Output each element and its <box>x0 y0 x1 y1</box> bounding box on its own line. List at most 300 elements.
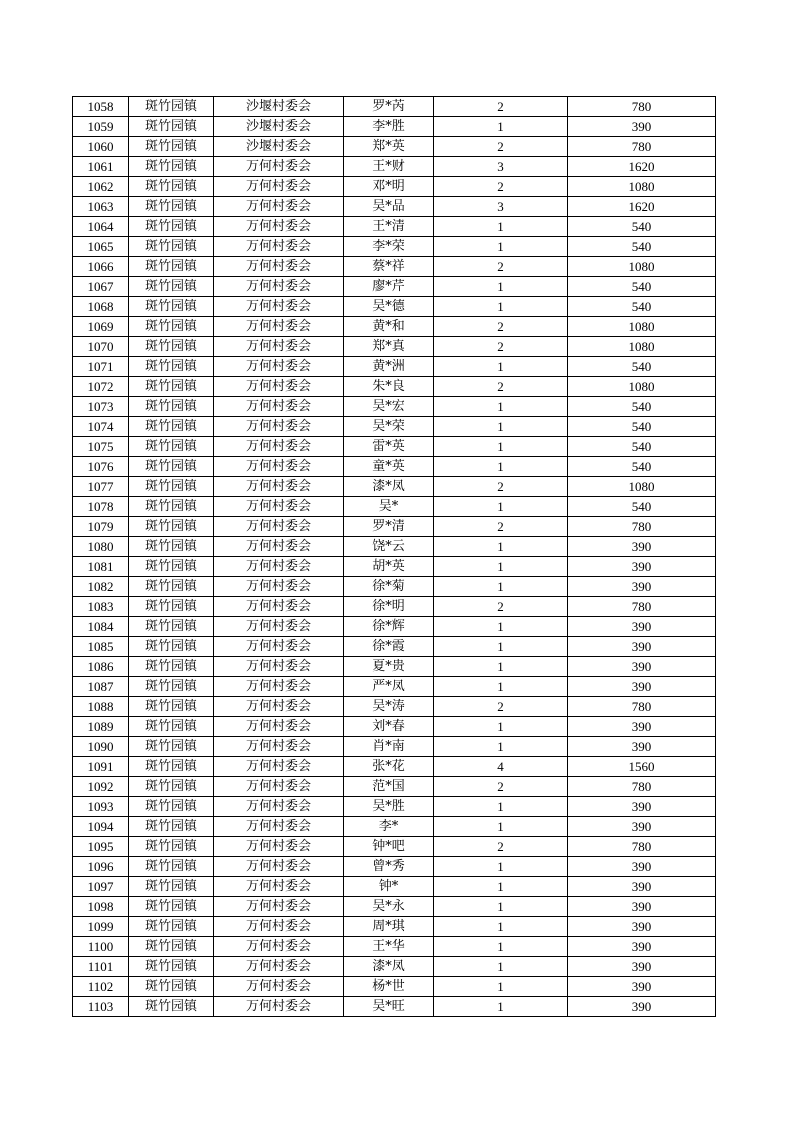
table-row <box>73 417 716 437</box>
count-cell: 1 <box>434 457 568 477</box>
amount-cell: 390 <box>568 977 716 997</box>
amount-cell: 390 <box>568 797 716 817</box>
village-committee-cell: 万何村委会 <box>214 637 344 657</box>
amount-cell: 540 <box>568 457 716 477</box>
table-row <box>73 557 716 577</box>
count-cell: 1 <box>434 557 568 577</box>
count-cell: 2 <box>434 137 568 157</box>
town-cell: 斑竹园镇 <box>129 377 214 397</box>
table-row <box>73 957 716 977</box>
name-cell: 吴*德 <box>344 297 434 317</box>
town-cell: 斑竹园镇 <box>129 177 214 197</box>
amount-cell: 780 <box>568 597 716 617</box>
name-cell: 蔡*祥 <box>344 257 434 277</box>
row-number-cell: 1101 <box>73 957 129 977</box>
name-cell: 李*荣 <box>344 237 434 257</box>
row-number-cell: 1092 <box>73 777 129 797</box>
table-row <box>73 577 716 597</box>
row-number-cell: 1062 <box>73 177 129 197</box>
amount-cell: 1080 <box>568 337 716 357</box>
name-cell: 吴*旺 <box>344 997 434 1017</box>
row-number-cell: 1059 <box>73 117 129 137</box>
amount-cell: 540 <box>568 237 716 257</box>
row-number-cell: 1086 <box>73 657 129 677</box>
name-cell: 漆*凤 <box>344 477 434 497</box>
village-committee-cell: 万何村委会 <box>214 517 344 537</box>
amount-cell: 540 <box>568 497 716 517</box>
town-cell: 斑竹园镇 <box>129 877 214 897</box>
count-cell: 1 <box>434 417 568 437</box>
amount-cell: 390 <box>568 117 716 137</box>
row-number-cell: 1076 <box>73 457 129 477</box>
row-number-cell: 1090 <box>73 737 129 757</box>
table-row <box>73 597 716 617</box>
town-cell: 斑竹园镇 <box>129 457 214 477</box>
count-cell: 2 <box>434 837 568 857</box>
count-cell: 1 <box>434 297 568 317</box>
count-cell: 1 <box>434 497 568 517</box>
amount-cell: 390 <box>568 677 716 697</box>
town-cell: 斑竹园镇 <box>129 737 214 757</box>
name-cell: 饶*云 <box>344 537 434 557</box>
table-row <box>73 97 716 117</box>
table-row <box>73 397 716 417</box>
amount-cell: 1560 <box>568 757 716 777</box>
table-row <box>73 357 716 377</box>
amount-cell: 540 <box>568 397 716 417</box>
data-table <box>72 96 716 1017</box>
amount-cell: 780 <box>568 777 716 797</box>
town-cell: 斑竹园镇 <box>129 537 214 557</box>
village-committee-cell: 万何村委会 <box>214 217 344 237</box>
row-number-cell: 1067 <box>73 277 129 297</box>
name-cell: 钟* <box>344 877 434 897</box>
amount-cell: 390 <box>568 857 716 877</box>
count-cell: 1 <box>434 577 568 597</box>
amount-cell: 390 <box>568 637 716 657</box>
row-number-cell: 1102 <box>73 977 129 997</box>
table-row <box>73 737 716 757</box>
count-cell: 2 <box>434 177 568 197</box>
table-row <box>73 917 716 937</box>
name-cell: 廖*芹 <box>344 277 434 297</box>
amount-cell: 390 <box>568 917 716 937</box>
town-cell: 斑竹园镇 <box>129 337 214 357</box>
count-cell: 1 <box>434 657 568 677</box>
name-cell: 吴*荣 <box>344 417 434 437</box>
town-cell: 斑竹园镇 <box>129 977 214 997</box>
name-cell: 范*国 <box>344 777 434 797</box>
row-number-cell: 1070 <box>73 337 129 357</box>
village-committee-cell: 万何村委会 <box>214 657 344 677</box>
town-cell: 斑竹园镇 <box>129 257 214 277</box>
town-cell: 斑竹园镇 <box>129 857 214 877</box>
town-cell: 斑竹园镇 <box>129 317 214 337</box>
amount-cell: 390 <box>568 577 716 597</box>
town-cell: 斑竹园镇 <box>129 797 214 817</box>
village-committee-cell: 万何村委会 <box>214 817 344 837</box>
amount-cell: 390 <box>568 877 716 897</box>
row-number-cell: 1077 <box>73 477 129 497</box>
row-number-cell: 1089 <box>73 717 129 737</box>
name-cell: 王*清 <box>344 217 434 237</box>
town-cell: 斑竹园镇 <box>129 997 214 1017</box>
amount-cell: 390 <box>568 817 716 837</box>
amount-cell: 540 <box>568 357 716 377</box>
count-cell: 2 <box>434 697 568 717</box>
name-cell: 邓*明 <box>344 177 434 197</box>
town-cell: 斑竹园镇 <box>129 197 214 217</box>
village-committee-cell: 万何村委会 <box>214 997 344 1017</box>
village-committee-cell: 沙堰村委会 <box>214 117 344 137</box>
row-number-cell: 1087 <box>73 677 129 697</box>
count-cell: 1 <box>434 217 568 237</box>
village-committee-cell: 万何村委会 <box>214 197 344 217</box>
town-cell: 斑竹园镇 <box>129 217 214 237</box>
count-cell: 1 <box>434 737 568 757</box>
count-cell: 2 <box>434 337 568 357</box>
town-cell: 斑竹园镇 <box>129 677 214 697</box>
table-row <box>73 117 716 137</box>
count-cell: 1 <box>434 117 568 137</box>
town-cell: 斑竹园镇 <box>129 97 214 117</box>
row-number-cell: 1084 <box>73 617 129 637</box>
amount-cell: 1080 <box>568 477 716 497</box>
table-row <box>73 377 716 397</box>
table-row <box>73 857 716 877</box>
count-cell: 1 <box>434 877 568 897</box>
name-cell: 郑*真 <box>344 337 434 357</box>
amount-cell: 780 <box>568 697 716 717</box>
amount-cell: 390 <box>568 937 716 957</box>
village-committee-cell: 万何村委会 <box>214 937 344 957</box>
count-cell: 1 <box>434 537 568 557</box>
name-cell: 郑*英 <box>344 137 434 157</box>
amount-cell: 1080 <box>568 177 716 197</box>
town-cell: 斑竹园镇 <box>129 617 214 637</box>
village-committee-cell: 万何村委会 <box>214 297 344 317</box>
name-cell: 朱*良 <box>344 377 434 397</box>
table-row <box>73 177 716 197</box>
count-cell: 1 <box>434 897 568 917</box>
village-committee-cell: 万何村委会 <box>214 537 344 557</box>
row-number-cell: 1061 <box>73 157 129 177</box>
name-cell: 王*华 <box>344 937 434 957</box>
village-committee-cell: 万何村委会 <box>214 557 344 577</box>
row-number-cell: 1063 <box>73 197 129 217</box>
name-cell: 徐*辉 <box>344 617 434 637</box>
count-cell: 1 <box>434 717 568 737</box>
name-cell: 吴*永 <box>344 897 434 917</box>
count-cell: 1 <box>434 937 568 957</box>
name-cell: 杨*世 <box>344 977 434 997</box>
village-committee-cell: 万何村委会 <box>214 897 344 917</box>
town-cell: 斑竹园镇 <box>129 837 214 857</box>
count-cell: 1 <box>434 957 568 977</box>
amount-cell: 1620 <box>568 197 716 217</box>
count-cell: 1 <box>434 397 568 417</box>
amount-cell: 540 <box>568 417 716 437</box>
row-number-cell: 1079 <box>73 517 129 537</box>
count-cell: 2 <box>434 97 568 117</box>
table-row <box>73 317 716 337</box>
name-cell: 刘*春 <box>344 717 434 737</box>
town-cell: 斑竹园镇 <box>129 137 214 157</box>
name-cell: 徐*菊 <box>344 577 434 597</box>
row-number-cell: 1066 <box>73 257 129 277</box>
village-committee-cell: 万何村委会 <box>214 317 344 337</box>
row-number-cell: 1082 <box>73 577 129 597</box>
name-cell: 徐*霞 <box>344 637 434 657</box>
town-cell: 斑竹园镇 <box>129 777 214 797</box>
village-committee-cell: 万何村委会 <box>214 617 344 637</box>
table-row <box>73 157 716 177</box>
table-row <box>73 657 716 677</box>
amount-cell: 780 <box>568 837 716 857</box>
row-number-cell: 1098 <box>73 897 129 917</box>
name-cell: 严*凤 <box>344 677 434 697</box>
count-cell: 2 <box>434 477 568 497</box>
town-cell: 斑竹园镇 <box>129 657 214 677</box>
row-number-cell: 1073 <box>73 397 129 417</box>
table-row <box>73 817 716 837</box>
amount-cell: 390 <box>568 557 716 577</box>
village-committee-cell: 万何村委会 <box>214 357 344 377</box>
town-cell: 斑竹园镇 <box>129 717 214 737</box>
village-committee-cell: 万何村委会 <box>214 177 344 197</box>
count-cell: 3 <box>434 157 568 177</box>
town-cell: 斑竹园镇 <box>129 277 214 297</box>
name-cell: 钟*吧 <box>344 837 434 857</box>
table-row <box>73 717 716 737</box>
village-committee-cell: 万何村委会 <box>214 917 344 937</box>
amount-cell: 390 <box>568 997 716 1017</box>
town-cell: 斑竹园镇 <box>129 237 214 257</box>
count-cell: 1 <box>434 997 568 1017</box>
count-cell: 2 <box>434 777 568 797</box>
village-committee-cell: 万何村委会 <box>214 597 344 617</box>
village-committee-cell: 万何村委会 <box>214 777 344 797</box>
town-cell: 斑竹园镇 <box>129 557 214 577</box>
row-number-cell: 1100 <box>73 937 129 957</box>
table-row <box>73 277 716 297</box>
amount-cell: 540 <box>568 437 716 457</box>
amount-cell: 540 <box>568 297 716 317</box>
name-cell: 曾*秀 <box>344 857 434 877</box>
town-cell: 斑竹园镇 <box>129 417 214 437</box>
row-number-cell: 1091 <box>73 757 129 777</box>
row-number-cell: 1078 <box>73 497 129 517</box>
table-row <box>73 537 716 557</box>
amount-cell: 390 <box>568 897 716 917</box>
name-cell: 吴*品 <box>344 197 434 217</box>
row-number-cell: 1075 <box>73 437 129 457</box>
amount-cell: 540 <box>568 277 716 297</box>
row-number-cell: 1085 <box>73 637 129 657</box>
village-committee-cell: 万何村委会 <box>214 457 344 477</box>
row-number-cell: 1083 <box>73 597 129 617</box>
count-cell: 2 <box>434 317 568 337</box>
town-cell: 斑竹园镇 <box>129 157 214 177</box>
name-cell: 张*花 <box>344 757 434 777</box>
row-number-cell: 1094 <box>73 817 129 837</box>
name-cell: 夏*贵 <box>344 657 434 677</box>
name-cell: 胡*英 <box>344 557 434 577</box>
table-row <box>73 337 716 357</box>
amount-cell: 390 <box>568 717 716 737</box>
amount-cell: 780 <box>568 517 716 537</box>
village-committee-cell: 万何村委会 <box>214 417 344 437</box>
table-row <box>73 217 716 237</box>
table-row <box>73 237 716 257</box>
amount-cell: 780 <box>568 137 716 157</box>
name-cell: 罗*芮 <box>344 97 434 117</box>
town-cell: 斑竹园镇 <box>129 917 214 937</box>
table-row <box>73 617 716 637</box>
table-row <box>73 137 716 157</box>
amount-cell: 390 <box>568 537 716 557</box>
count-cell: 3 <box>434 197 568 217</box>
town-cell: 斑竹园镇 <box>129 957 214 977</box>
village-committee-cell: 万何村委会 <box>214 737 344 757</box>
row-number-cell: 1071 <box>73 357 129 377</box>
count-cell: 2 <box>434 597 568 617</box>
row-number-cell: 1096 <box>73 857 129 877</box>
amount-cell: 1080 <box>568 377 716 397</box>
town-cell: 斑竹园镇 <box>129 397 214 417</box>
village-committee-cell: 万何村委会 <box>214 957 344 977</box>
name-cell: 王*财 <box>344 157 434 177</box>
village-committee-cell: 万何村委会 <box>214 157 344 177</box>
town-cell: 斑竹园镇 <box>129 697 214 717</box>
table-row <box>73 877 716 897</box>
village-committee-cell: 万何村委会 <box>214 837 344 857</box>
town-cell: 斑竹园镇 <box>129 297 214 317</box>
village-committee-cell: 万何村委会 <box>214 877 344 897</box>
name-cell: 周*琪 <box>344 917 434 937</box>
row-number-cell: 1097 <box>73 877 129 897</box>
town-cell: 斑竹园镇 <box>129 437 214 457</box>
town-cell: 斑竹园镇 <box>129 817 214 837</box>
table-row <box>73 637 716 657</box>
table-row <box>73 697 716 717</box>
row-number-cell: 1095 <box>73 837 129 857</box>
row-number-cell: 1060 <box>73 137 129 157</box>
row-number-cell: 1072 <box>73 377 129 397</box>
village-committee-cell: 万何村委会 <box>214 257 344 277</box>
village-committee-cell: 万何村委会 <box>214 277 344 297</box>
amount-cell: 1080 <box>568 257 716 277</box>
village-committee-cell: 沙堰村委会 <box>214 97 344 117</box>
table-row <box>73 297 716 317</box>
amount-cell: 1620 <box>568 157 716 177</box>
village-committee-cell: 万何村委会 <box>214 377 344 397</box>
village-committee-cell: 万何村委会 <box>214 577 344 597</box>
row-number-cell: 1080 <box>73 537 129 557</box>
count-cell: 2 <box>434 257 568 277</box>
amount-cell: 390 <box>568 657 716 677</box>
table-row <box>73 977 716 997</box>
table-row <box>73 497 716 517</box>
count-cell: 1 <box>434 817 568 837</box>
village-committee-cell: 沙堰村委会 <box>214 137 344 157</box>
amount-cell: 780 <box>568 97 716 117</box>
table-row <box>73 677 716 697</box>
count-cell: 2 <box>434 517 568 537</box>
amount-cell: 1080 <box>568 317 716 337</box>
name-cell: 肖*南 <box>344 737 434 757</box>
village-committee-cell: 万何村委会 <box>214 717 344 737</box>
count-cell: 1 <box>434 797 568 817</box>
village-committee-cell: 万何村委会 <box>214 477 344 497</box>
village-committee-cell: 万何村委会 <box>214 237 344 257</box>
row-number-cell: 1081 <box>73 557 129 577</box>
table-body <box>73 97 716 1017</box>
row-number-cell: 1065 <box>73 237 129 257</box>
table-row <box>73 517 716 537</box>
row-number-cell: 1064 <box>73 217 129 237</box>
row-number-cell: 1103 <box>73 997 129 1017</box>
count-cell: 1 <box>434 917 568 937</box>
row-number-cell: 1069 <box>73 317 129 337</box>
count-cell: 1 <box>434 617 568 637</box>
name-cell: 吴* <box>344 497 434 517</box>
table-row <box>73 257 716 277</box>
count-cell: 1 <box>434 237 568 257</box>
row-number-cell: 1099 <box>73 917 129 937</box>
village-committee-cell: 万何村委会 <box>214 977 344 997</box>
name-cell: 吴*涛 <box>344 697 434 717</box>
town-cell: 斑竹园镇 <box>129 497 214 517</box>
table-row <box>73 457 716 477</box>
count-cell: 1 <box>434 637 568 657</box>
row-number-cell: 1088 <box>73 697 129 717</box>
name-cell: 黄*洲 <box>344 357 434 377</box>
name-cell: 李* <box>344 817 434 837</box>
town-cell: 斑竹园镇 <box>129 757 214 777</box>
name-cell: 吴*胜 <box>344 797 434 817</box>
count-cell: 1 <box>434 977 568 997</box>
name-cell: 罗*清 <box>344 517 434 537</box>
count-cell: 1 <box>434 857 568 877</box>
table-row <box>73 897 716 917</box>
name-cell: 童*英 <box>344 457 434 477</box>
name-cell: 黄*和 <box>344 317 434 337</box>
count-cell: 4 <box>434 757 568 777</box>
village-committee-cell: 万何村委会 <box>214 497 344 517</box>
row-number-cell: 1068 <box>73 297 129 317</box>
row-number-cell: 1074 <box>73 417 129 437</box>
name-cell: 雷*英 <box>344 437 434 457</box>
table-row <box>73 937 716 957</box>
village-committee-cell: 万何村委会 <box>214 757 344 777</box>
town-cell: 斑竹园镇 <box>129 897 214 917</box>
amount-cell: 390 <box>568 957 716 977</box>
town-cell: 斑竹园镇 <box>129 937 214 957</box>
village-committee-cell: 万何村委会 <box>214 677 344 697</box>
name-cell: 漆*凤 <box>344 957 434 977</box>
village-committee-cell: 万何村委会 <box>214 857 344 877</box>
table-row <box>73 437 716 457</box>
count-cell: 1 <box>434 437 568 457</box>
village-committee-cell: 万何村委会 <box>214 397 344 417</box>
count-cell: 1 <box>434 677 568 697</box>
table-row <box>73 997 716 1017</box>
name-cell: 徐*明 <box>344 597 434 617</box>
row-number-cell: 1058 <box>73 97 129 117</box>
count-cell: 2 <box>434 377 568 397</box>
count-cell: 1 <box>434 357 568 377</box>
